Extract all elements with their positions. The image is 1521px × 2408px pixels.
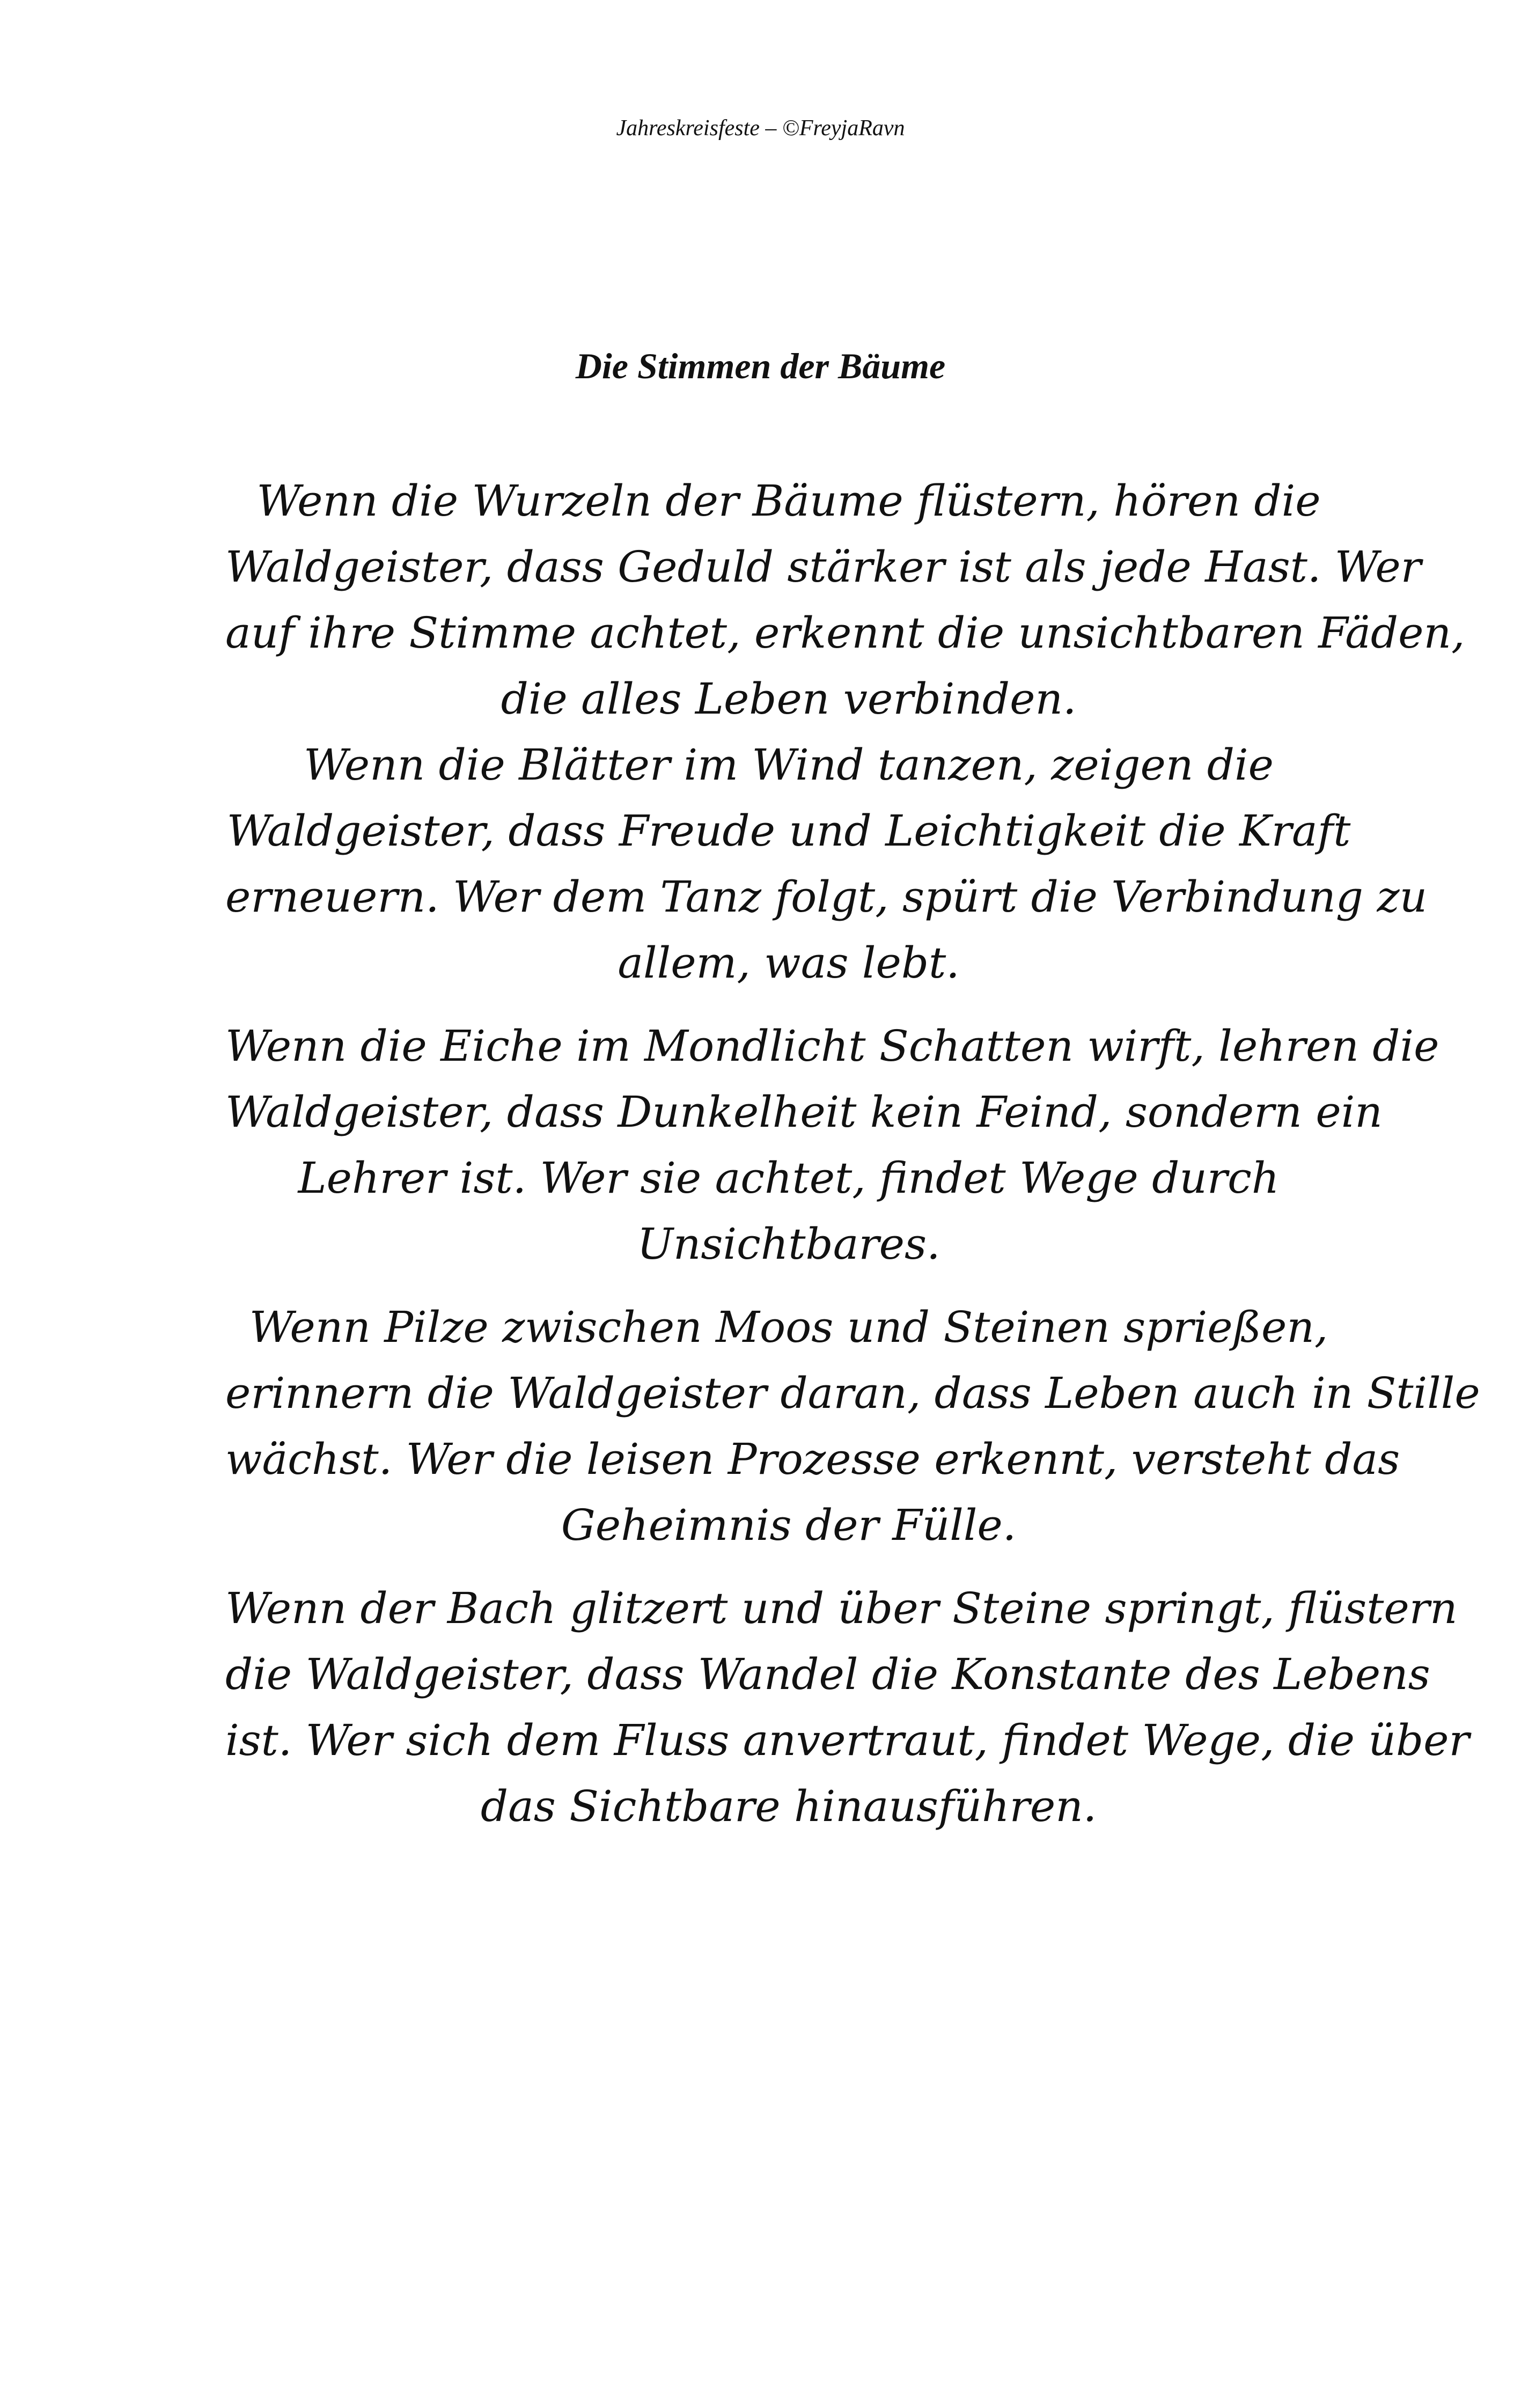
verse-line: Wenn der Bach glitzert und über Steine springt, flüstern <box>225 1583 1458 1633</box>
stanza-mushrooms <box>225 1294 1480 1558</box>
verse-line: Unsichtbares. <box>637 1219 940 1269</box>
verse-line: erinnern die Waldgeister daran, dass Leben auch in Stille <box>225 1368 1480 1418</box>
verse-line: Geheimnis der Fülle. <box>561 1500 1017 1550</box>
stanza-roots <box>225 468 1465 732</box>
verse-line: Wenn Pilze zwischen Moos und Steinen sprießen, <box>249 1302 1328 1352</box>
verse-line: wächst. Wer die leisen Prozesse erkennt, versteht das <box>225 1434 1400 1484</box>
verse-line: Lehrer ist. Wer sie achtet, findet Wege durch <box>298 1153 1280 1203</box>
stanza-oak <box>225 1013 1439 1277</box>
stanza-brook <box>225 1575 1469 1839</box>
verse-line: die Waldgeister, dass Wandel die Konstante des Lebens <box>225 1649 1430 1699</box>
verse-line: Waldgeister, dass Geduld stärker ist als jede Hast. Wer <box>225 542 1421 592</box>
verse-line: erneuern. Wer dem Tanz folgt, spürt die Verbindung zu <box>225 872 1428 922</box>
verse-line: Waldgeister, dass Dunkelheit kein Feind, sondern ein <box>225 1087 1383 1137</box>
verse-line: Wenn die Blätter im Wind tanzen, zeigen die <box>304 740 1274 790</box>
verse-line: Wenn die Eiche im Mondlicht Schatten wirft, lehren die <box>225 1021 1439 1071</box>
verse-body <box>225 468 1480 1856</box>
verse-line: die alles Leben verbinden. <box>501 674 1077 724</box>
verse-line: allem, was lebt. <box>618 938 960 988</box>
verse-line: auf ihre Stimme achtet, erkennt die unsichtbaren Fäden, <box>225 608 1465 658</box>
verse-line: das Sichtbare hinausführen. <box>480 1781 1097 1831</box>
verse-line: ist. Wer sich dem Fluss anvertraut, findet Wege, die über <box>225 1715 1469 1765</box>
verse-line: Waldgeister, dass Freude und Leichtigkeit die Kraft <box>226 806 1351 856</box>
page-title: Die Stimmen der Bäume <box>575 346 946 386</box>
verse-line: Wenn die Wurzeln der Bäume flüstern, hören die <box>256 476 1321 526</box>
stanza-leaves <box>225 732 1428 996</box>
running-header: Jahreskreisfeste – ©FreyjaRavn <box>616 116 905 141</box>
